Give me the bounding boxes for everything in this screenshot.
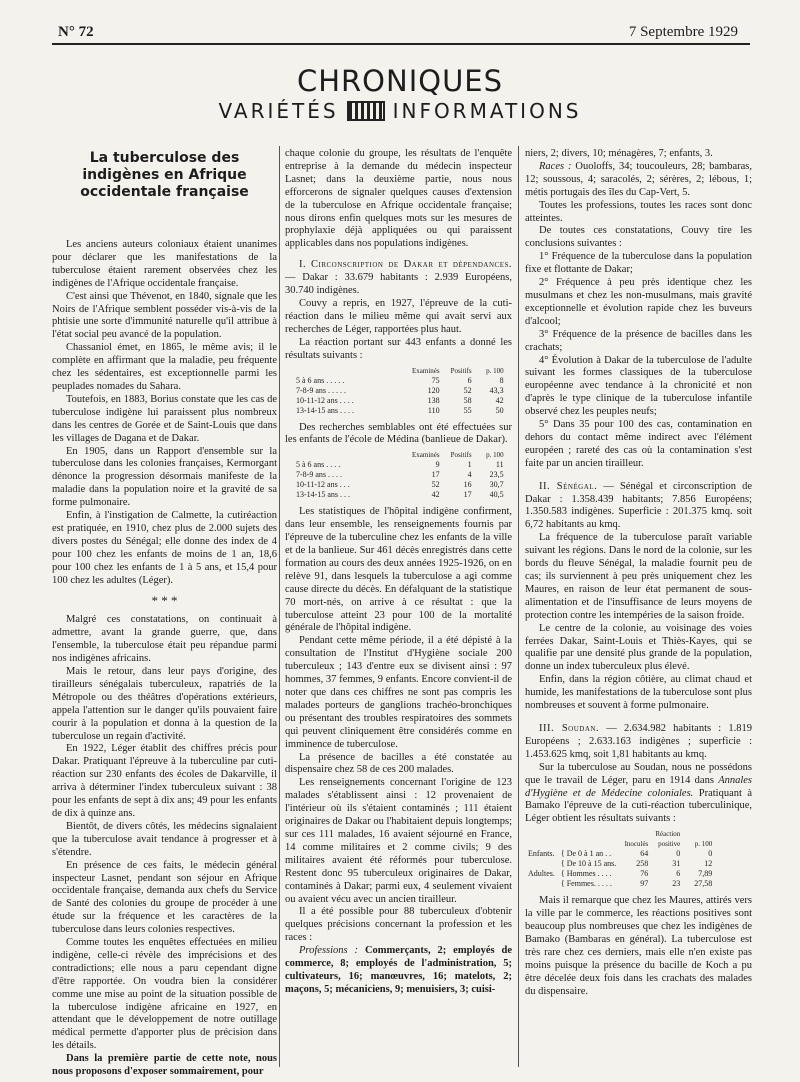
results-table-bamako	[525, 829, 715, 889]
paragraph: La réaction portant sur 443 enfants a donné les résultats suivants :	[285, 336, 512, 361]
paragraph: En 1922, Léger établit des chiffres précis pour Dakar. Pratiquant l'épreuve à la tuberculine par cuti-réaction sur 230 enfants des écoles de Dakarville, il arriva à déterminer l'index tuberculeux suivant : 38 pour les enfants de sept à dix ans; 49 pour les enfants de dix à quinze ans.	[52, 743, 277, 819]
paragraph: 5° Dans 35 pour 100 des cas, contamination en dehors du contact même indirect avec l'élément européen ; rareté des cas où la contamination s'est faite par un ancien tirailleur.	[525, 419, 752, 469]
table-cell: 55	[463, 405, 472, 415]
table-cell: 8	[499, 375, 504, 385]
paragraph: 4° Évolution à Dakar de la tuberculose de l'adulte suivant les formes classiques de la tuberculose européenne avec tendance à la chronicité et non d'après le type clinique de la tuberculose infantile observé chez les peuples neufs;	[525, 354, 752, 418]
table-cell: 16	[463, 480, 472, 490]
table-cell: 30,7	[489, 480, 504, 490]
section-stars: * * *	[151, 593, 178, 609]
table-cell: { De 10 à 15 ans.	[560, 859, 617, 869]
paragraph: Toutes les professions, toutes les races sont donc atteintes.	[525, 199, 752, 224]
paragraph: 3° Fréquence de la présence de bacilles dans les crachats;	[525, 328, 752, 353]
table-cell: 23	[672, 879, 681, 889]
table-cell	[525, 839, 558, 849]
paragraph-soudan: III. Soudan. — 2.634.982 habitants : 1.819 Européens ; 2.633.163 indigènes ; superficie : 1.453.625 kmq, soit 1,81 habitants au kmq.	[525, 722, 753, 760]
table-cell: 23,5	[489, 470, 504, 480]
table-cell	[558, 829, 619, 839]
table-row	[525, 879, 715, 889]
paragraph: Enfin, dans la région côtière, au climat chaud et humide, les manifestations de la tuberculose sont plus nombreuses et souvent à forme pulmonaire.	[525, 674, 752, 712]
table-row	[293, 396, 507, 406]
table-cell: 40,5	[489, 490, 504, 500]
paragraph: Des recherches semblables ont été effectuées sur les enfants de l'école de Médina (banlieue de Dakar).	[285, 421, 512, 446]
table-cell: 5 à 6 ans . . . .	[296, 460, 341, 470]
table-cell: 5 à 6 ans . . . . .	[296, 375, 345, 385]
column-3	[525, 148, 752, 998]
table-cell: p. 100	[694, 840, 713, 849]
paragraph: Il a été possible pour 88 tuberculeux d'obtenir quelques précisions concernant la profession et les races :	[285, 906, 512, 944]
table-cell: 75	[431, 375, 440, 385]
paragraph: 2° Fréquence à peu près identique chez les musulmans et chez les non-musulmans, mais gravité exceptionnelle et évolution rapide chez les buveurs d'alcool;	[525, 277, 752, 327]
table-cell: 27,58	[694, 879, 713, 889]
table-cell: 52	[431, 480, 440, 490]
paragraph: Couvy a repris, en 1927, l'épreuve de la cuti-réaction dans le milieu même qui avait servi aux recherches de Léger, rapportées plus haut.	[285, 297, 512, 335]
paragraph: C'est ainsi que Thévenot, en 1840, signale que les Noirs de l'Afrique semblent posséder vis-à-vis de la phtisie une sorte d'immunité naturelle qu'il attribue à l'état social peu avancé de la population.	[52, 290, 277, 341]
table-cell: Adultes.	[528, 869, 555, 879]
table-cell: 138	[427, 395, 440, 405]
column-divider	[279, 146, 280, 1067]
table-cell: 17	[431, 470, 440, 480]
paragraph: Dans la première partie de cette note, nous nous proposons d'exposer sommairement, pour	[52, 1053, 277, 1078]
column-3-conclusions	[525, 200, 752, 471]
table-cell: 13-14-15 ans . . . .	[296, 405, 354, 415]
paragraph: Mais il remarque que chez les Maures, attirés vers la ville par le commerce, les réactions positives sont beaucoup plus nombreuses que chez les indigènes de Bamako (Bambaras en général). La tuberculose est très rare chez ces derniers, mais elle n'en existe pas moins puisque la présence du bacille de Koch a pu être décelée deux fois dans les crachats des malades du dispensaire.	[525, 895, 752, 997]
column-2-paragraphs	[285, 506, 512, 945]
table-cell: 0	[708, 849, 713, 859]
paragraph: Sur la tuberculose au Soudan, nous ne possédons que le travail de Léger, paru en 1914 dans Annales d'Hygiène et de Médecine coloniales. Pratiquant à Bamako l'épreuve de la cuti-réaction tuberculinique, Léger obtient les résultats suivants :	[525, 761, 753, 825]
subtitle-left: VARIÉTÉS	[218, 99, 339, 123]
page-header	[52, 20, 750, 40]
paragraph: chaque colonie du groupe, les résultats de l'enquête entreprise à la demande du médecin inspecteur Lasnet; dans la deuxième partie, nous nous efforcerons de signaler quelques causes d'extension de la tuberculose en Afrique occidentale française; nous dirons enfin quelques mots sur les mesures de prophylaxie déjà appliquées ou qui paraissent applicables dans nos populations indigènes.	[285, 148, 512, 250]
table-cell: 258	[636, 859, 649, 869]
table-cell: 10-11-12 ans . . .	[296, 480, 350, 490]
table-header	[293, 450, 507, 460]
table-row	[525, 869, 715, 879]
paragraph: La fréquence de la tuberculose paraît variable suivant les régions. Dans le nord de la colonie, sur les bords du fleuve Sénégal, la maladie fournit peu de cas; ils surviennent à peu près uniquement chez les Maures, en raison de leur état permanent de sous-alimentation et de l'insuffisance de leurs moyens de protection contre les intempéries de la saison froide.	[525, 532, 752, 621]
table-row	[293, 480, 507, 490]
table-cell	[619, 829, 651, 839]
section-subtitle	[0, 99, 800, 123]
table-cell: 52	[463, 385, 472, 395]
table-cell: 6	[467, 375, 472, 385]
table-cell: 42	[495, 395, 504, 405]
table-cell	[293, 366, 409, 376]
column-1	[52, 150, 277, 1079]
table-cell: Examinés	[412, 366, 440, 375]
table-cell: 7-8-9 ans . . . . .	[296, 385, 346, 395]
table-cell: 11	[495, 460, 504, 470]
table-cell	[525, 879, 558, 889]
paragraph-senegal: II. Sénégal. — Sénégal et circonscription de Dakar : 1.358.439 habitants; 7.856 Européens; 1.350.583 indigènes. Superficie : 201.375 kmq. soit 6,72 habitants au kmq.	[525, 480, 753, 531]
table-cell: 6	[676, 869, 681, 879]
ornament-icon	[347, 101, 385, 121]
column-1-paragraphs	[52, 239, 277, 1053]
table-cell: 12	[704, 859, 713, 869]
table-row	[293, 490, 507, 500]
table-cell: 9	[435, 460, 440, 470]
table-cell	[525, 859, 558, 869]
paragraph: Chassaniol émet, en 1865, le même avis; il le complète en affirmant que la maladie, peu fréquente chez les sédentaires, est exceptionnelle parmi les peuplades nomades du Sahara.	[52, 342, 277, 392]
table-cell: 13-14-15 ans . . .	[296, 490, 350, 500]
paragraph-dakar: I. Circonscription de Dakar et dépendances. — Dakar : 33.679 habitants : 2.939 Européens, 30.740 indigènes.	[285, 259, 512, 297]
table-cell	[293, 450, 409, 460]
table-cell: { Hommes . . . .	[560, 869, 612, 879]
table-cell	[558, 839, 619, 849]
table-cell: 7,89	[698, 869, 713, 879]
column-3-senegal	[525, 532, 752, 713]
table-cell: 97	[640, 879, 649, 889]
paragraph: De toutes ces constatations, Couvy tire les conclusions suivantes :	[525, 225, 752, 250]
table-row	[293, 386, 507, 396]
table-cell: 120	[427, 385, 440, 395]
table-cell: Positifs	[450, 366, 472, 375]
table-cell: { Femmes. . . . .	[560, 879, 612, 889]
table-cell: Réaction	[655, 830, 681, 839]
table-cell: 43,3	[489, 385, 504, 395]
paragraph: 1° Fréquence de la tuberculose dans la population fixe et flottante de Dakar;	[525, 251, 752, 276]
table-cell: { De 0 à 1 an . .	[560, 849, 612, 859]
table-cell: 7-8-9 ans . . . .	[296, 470, 342, 480]
paragraph: Les anciens auteurs coloniaux étaient unanimes pour déclarer que les manifestations de la tuberculose étaient rarement observées chez les indigènes de l'Afrique occidentale française.	[52, 239, 277, 289]
table-cell: Examinés	[412, 451, 440, 460]
table-cell: 64	[640, 849, 649, 859]
table-cell: 50	[495, 405, 504, 415]
table-cell: 10-11-12 ans . . . .	[296, 395, 354, 405]
table-cell: p. 100	[486, 366, 504, 375]
table-cell: 58	[463, 395, 472, 405]
table-cell: 17	[463, 490, 472, 500]
paragraph: Le centre de la colonie, au voisinage des voies ferrées Dakar, Saint-Louis et Thiès-Kayes, qui se qualifie par une densité plus grande de la population, donne un index tuberculeux plus élevé.	[525, 622, 752, 673]
table-cell: 76	[640, 869, 649, 879]
paragraph-professions: Professions : Commerçants, 2; employés de commerce, 8; employés de l'administration, 5; cultivateurs, 16; manœuvres, 16; matelots, 2; maçons, 5; mécaniciens, 9; menuisiers, 3; cuisi-	[285, 945, 512, 995]
paragraph: Malgré ces constatations, on continuait à admettre, avant la grande guerre, que, dans l'ensemble, la tuberculose était peu répandue parmi nos indigènes africains.	[52, 614, 277, 665]
table-cell: Enfants.	[528, 849, 555, 859]
paragraph: Enfin, à l'instigation de Calmette, la cutiréaction est pratiquée, en 1910, chez plus de 2.000 sujets des divers postes du Sénégal; elle donne des index de 4 pour 100 chez les enfants de moins de 1 an, 18,6 pour 100 chez les enfants de 1 à 5 ans, et 15,4 pour 100 chez les adultes (Léger).	[52, 510, 277, 586]
paragraph: niers, 2; divers, 10; ménagères, 7; enfants, 3.	[525, 148, 713, 159]
issue-number: N° 72	[58, 24, 94, 40]
column-2	[285, 148, 512, 997]
table-row	[293, 460, 507, 470]
paragraph: Comme toutes les enquêtes effectuées en milieu indigène, celle-ci révèle des imprécisions et des contradictions; elle nous a paru cependant digne d'être rapportée. On voudra bien la considérer comme une mise au point de la situation possible de la tuberculose indigène africaine en 1927, en attendant que le développement de notre outillage médical permette d'apporter plus de précision dans les détails.	[52, 937, 277, 1052]
results-table-dakar	[293, 366, 507, 416]
subtitle-right: INFORMATIONS	[392, 99, 582, 123]
table-header	[293, 366, 507, 376]
table-cell: positive	[658, 840, 681, 849]
paragraph: En 1905, dans un Rapport d'ensemble sur la tuberculose dans les colonies françaises, Kermorgant dénonce la progression désormais manifeste de la maladie dans la population noire et la gravité de sa forme pulmonaire.	[52, 445, 277, 509]
table-cell	[683, 829, 715, 839]
paragraph: Pendant cette même période, il a été dépisté à la consultation de l'Institut d'Hygiène sociale 200 tuberculeux ; 143 d'entre eux se divisent ainsi : 97 hommes, 37 femmes, 9 enfants. Encore convient-il de noter que dans ces chiffres ne sont pas compris les malades porteurs de ganglions trachéo-bronchiques ou présentant des troubles respiratoires des sommets qui peuvent cliniquement être considérés comme en imminence de tuberculose.	[285, 635, 512, 750]
table-cell: 0	[676, 849, 681, 859]
paragraph: Les renseignements concernant l'origine de 123 malades s'établissent ainsi : 12 provenaient de l'intérieur où ils s'étaient contaminés ; 111 étaient originaires de Dakar ou l'habitaient depuis longtemps; sur ces 111 malades, 16 avaient séjourné en France, 14 comme militaires et 2 comme civils; 9 des militaires avaient été réformés pour tuberculose. Restent donc 95 tuberculeux originaires de Dakar, contaminés à Dakar; parmi eux, 4 seulement vivaient ou avaient vécu avec un ancien tirailleur.	[285, 777, 513, 905]
paragraph: En présence de ces faits, le médecin général inspecteur Lasnet, pendant son séjour en Afrique occidentale française, demanda aux chefs du Service de Santé des colonies du groupe de procéder à une étude sur la fréquence et les caractères de la tuberculose dans leurs colonies respectives.	[52, 859, 277, 936]
paragraph: Les statistiques de l'hôpital indigène confirment, dans leur ensemble, les renseignements fournis par l'épreuve de la tuberculine chez les enfants de la ville et de la banlieue. Sur 461 décès enregistrés dans cette formation au cours des deux années 1925-1926, on en relève 91, dans lesquels la tuberculose a agi comme cause directe du décès. En défalquant de la statistique 70 mort-nés, on arrive à ce résultat : que la tuberculose atteint 23 pour 100 de la mortalité générale de l'hôpital indigène.	[285, 506, 512, 634]
table-cell	[525, 829, 558, 839]
paragraph: La présence de bacilles a été constatée au dispensaire chez 58 de ces 200 malades.	[285, 751, 512, 776]
table-row	[293, 406, 507, 416]
table-cell: 1	[467, 460, 472, 470]
section-title: CHRONIQUES	[296, 64, 504, 98]
column-divider	[518, 146, 519, 1067]
paragraph: Bientôt, de divers côtés, les médecins signalaient que la tuberculose avait tendance à progresser et à s'étendre.	[52, 820, 277, 858]
paragraph: Toutefois, en 1883, Borius constate que les cas de tuberculose indigène lui paraissent plus nombreux dans les centres de Gorée et de Saint-Louis que dans les villages de Dagana et de Dakar.	[52, 393, 277, 444]
table-row	[293, 470, 507, 480]
table-cell: 4	[467, 470, 472, 480]
header-rule	[52, 43, 750, 45]
table-cell: 110	[427, 405, 440, 415]
issue-date: 7 Septembre 1929	[628, 24, 738, 40]
table-cell: 31	[672, 859, 681, 869]
table-group-header	[525, 829, 715, 839]
table-cell: Inoculés	[624, 840, 649, 849]
table-cell: 42	[431, 490, 440, 500]
table-cell: Positifs	[450, 451, 472, 460]
table-cell: p. 100	[486, 451, 504, 460]
table-row	[293, 376, 507, 386]
results-table-medina	[293, 450, 507, 500]
table-row	[525, 849, 715, 859]
paragraph: Mais le retour, dans leur pays d'origine, des tirailleurs sénégalais tuberculeux, rapatriés de la Métropole ou des théâtres d'opérations extérieurs, appela l'attention sur le danger qu'ils pouvaient faire courir à la population et donna à la question de la tuberculose un regain d'activité.	[52, 666, 277, 742]
table-row	[525, 859, 715, 869]
article-title: La tuberculose des indigènes en Afrique occidentale française	[80, 150, 249, 200]
paragraph-races: Races : Ouoloffs, 34; toucouleurs, 28; bambaras, 12; soussous, 4; saracolés, 2; sérères, 2; lébous, 1; métis portugais des îles du Cap-Vert, 5.	[525, 160, 752, 198]
table-header	[525, 839, 715, 849]
